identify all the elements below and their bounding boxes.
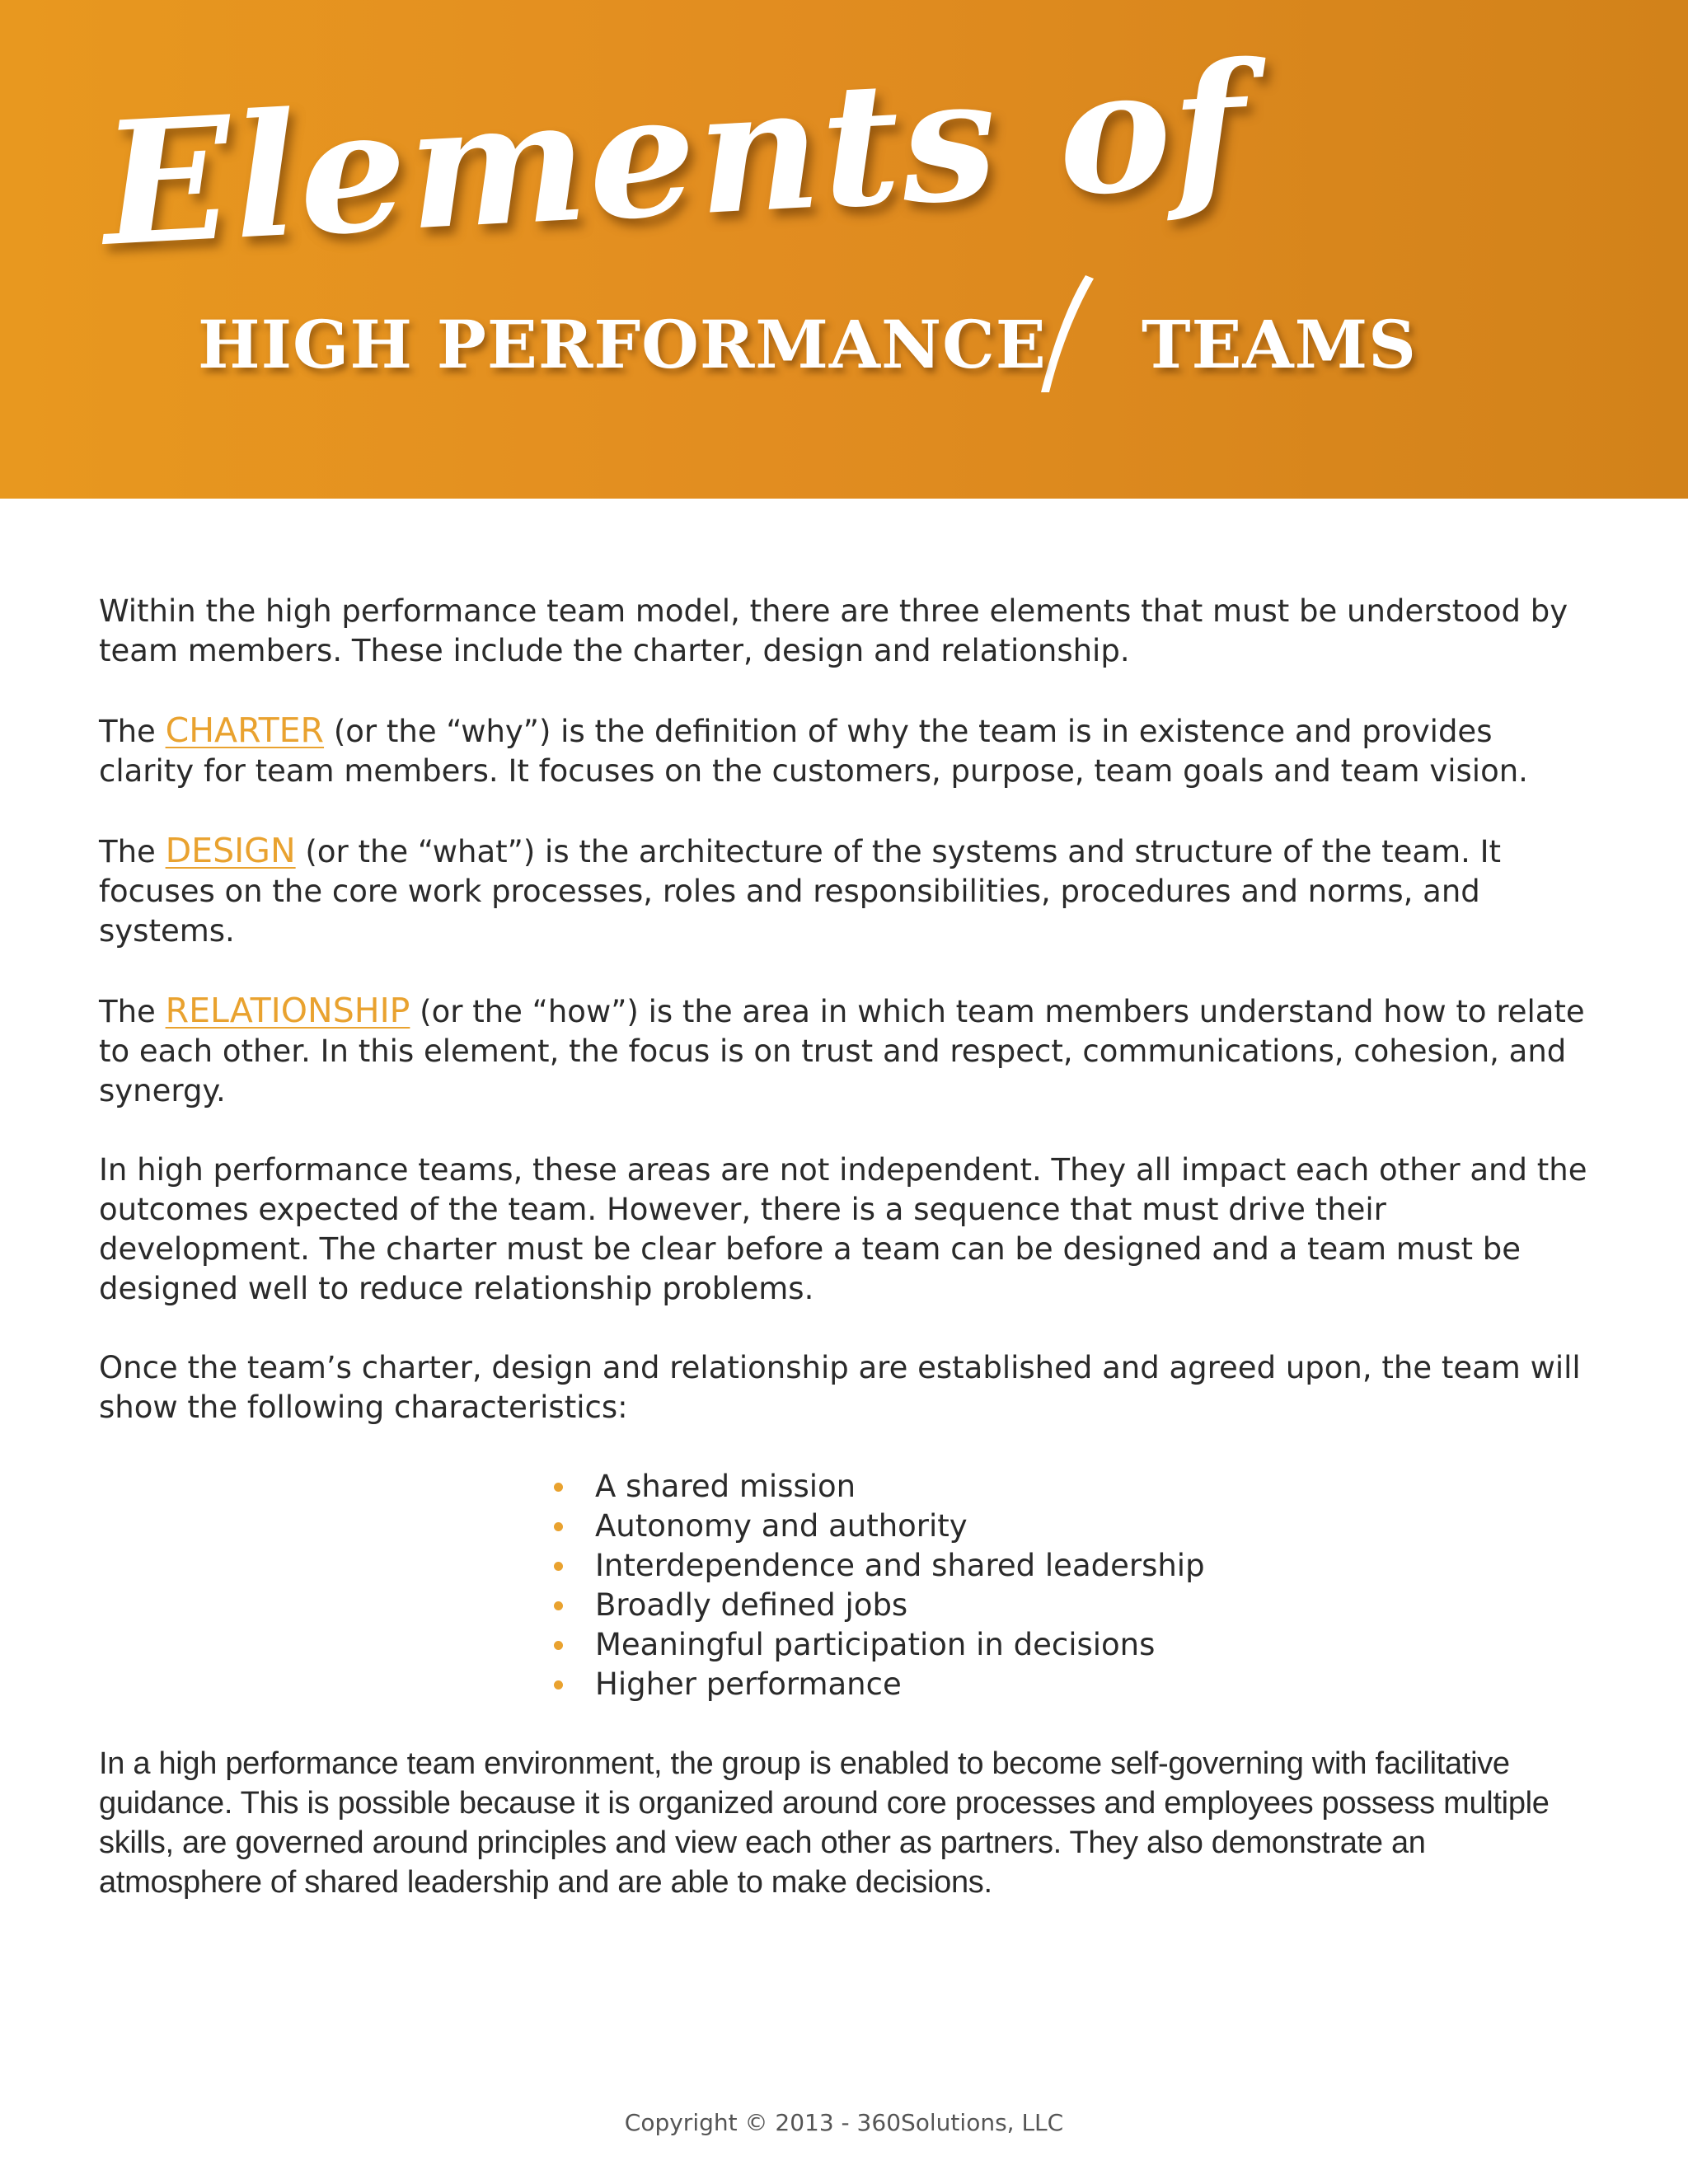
relationship-text: (or the “how”) is the area in which team members understand how to relate to each other. In this element, the focus is on trust and respect, communications, cohesion, and synergy. — [99, 994, 1585, 1108]
bullet-dot-icon — [554, 1562, 563, 1571]
bullet-dot-icon — [554, 1522, 563, 1531]
relationship-keyword: RELATIONSHIP — [165, 991, 410, 1030]
intro-paragraph: Within the high performance team model, there are three elements that must be understood by team members. These include the charter, design and relationship. — [99, 593, 1568, 668]
design-text: (or the “what”) is the architecture of the systems and structure of the team. It focuses on the core work processes, roles and responsibilities, procedures and norms, and systems. — [99, 834, 1502, 949]
bullet-dot-icon — [554, 1601, 563, 1610]
charter-text: (or the “why”) is the definition of why the team is in existence and provides clarity for team members. It focuses on the customers, purpose, team goals and team vision. — [99, 714, 1528, 789]
list-item-text: Autonomy and authority — [595, 1508, 968, 1544]
list-item-text: Meaningful participation in decisions — [595, 1627, 1156, 1662]
subtitle-teams: TEAMS — [1142, 306, 1417, 383]
characteristics-list — [99, 1467, 1589, 1704]
list-item — [554, 1467, 1589, 1507]
sequence-paragraph: In high performance teams, these areas are not independent. They all impact each other and the outcomes expected of the team. However, there is a sequence that must drive their development. The charter must be clear before a team can be designed and a team must be designed well to reduce relationship problems. — [99, 1152, 1587, 1306]
list-item — [554, 1665, 1589, 1704]
charter-prefix: The — [99, 714, 156, 749]
charter-paragraph — [99, 710, 1589, 791]
characteristics-intro: Once the team’s charter, design and relationship are established and agreed upon, the team will show the following characteristics: — [99, 1350, 1581, 1425]
subtitle-high-performance: HIGH PERFORMANCE — [198, 306, 1047, 383]
design-prefix: The — [99, 834, 156, 869]
list-item-text: Broadly defined jobs — [595, 1587, 908, 1623]
closing-paragraph: In a high performance team environment, the group is enabled to become self-governing with facilitative guidance. This is possible because it is organized around core processes and employees possess multiple skills, are governed around principles and view each other as partners. They also demonstrate an atmosphere of shared leadership and are able to make decisions. — [99, 1746, 1550, 1900]
subtitle-row — [198, 303, 1418, 386]
list-item — [554, 1546, 1589, 1586]
relationship-prefix: The — [99, 994, 156, 1029]
title-banner — [0, 0, 1688, 499]
charter-keyword: CHARTER — [165, 710, 325, 750]
list-item-text: Interdependence and shared leadership — [595, 1548, 1205, 1583]
list-item — [554, 1625, 1589, 1665]
list-item-text: Higher performance — [595, 1666, 902, 1702]
bullet-dot-icon — [554, 1680, 563, 1690]
script-title: Elements of — [97, 26, 1252, 284]
list-item — [554, 1586, 1589, 1625]
relationship-paragraph — [99, 991, 1589, 1111]
design-paragraph — [99, 831, 1589, 951]
bullet-dot-icon — [554, 1483, 563, 1492]
list-item-text: A shared mission — [595, 1469, 856, 1504]
design-keyword: DESIGN — [165, 831, 296, 870]
list-item — [554, 1507, 1589, 1546]
copyright-footer: Copyright © 2013 - 360Solutions, LLC — [624, 2109, 1064, 2136]
document-body — [99, 592, 1589, 1942]
bullet-dot-icon — [554, 1641, 563, 1650]
